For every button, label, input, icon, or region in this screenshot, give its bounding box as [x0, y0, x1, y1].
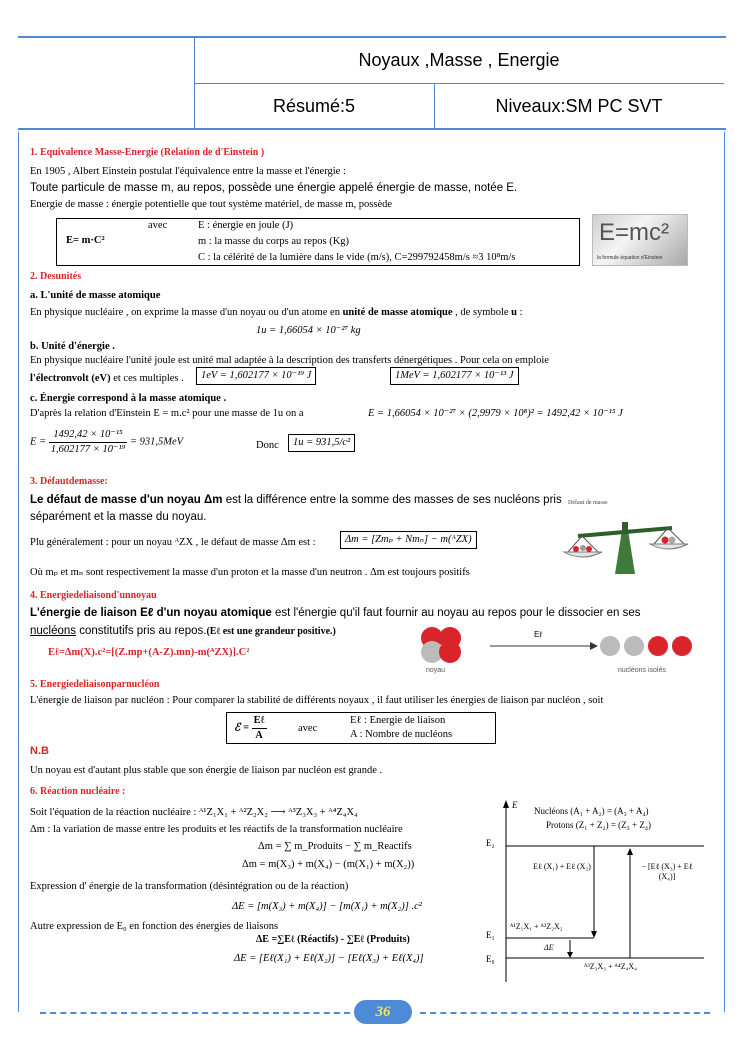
s4-formula: Eℓ=Δm(X).c²=[(Z.mp+(A-Z).mn)-m(ᴬZX)].C² [48, 647, 250, 658]
balance-image [560, 500, 700, 580]
s2-u-def: 1u = 1,66054 × 10⁻²⁷ kg [256, 325, 361, 336]
s3-p1-rest: est la différence entre la somme des masses de ses nucléons pris [222, 494, 562, 506]
s2-a-end: : [517, 307, 523, 318]
niveaux-label: Niveaux:SM PC SVT [495, 96, 663, 116]
s3-p4: Où mₚ et mₙ sont respectivement la masse d'un proton et la masse d'un neutron . Δm est toujours positifs [30, 567, 470, 578]
s2-a-pre: En physique nucléaire , on exprime la masse d'un noyau ou d'un atome en [30, 307, 343, 318]
diagram-de: ΔE [544, 943, 554, 952]
s4-title: 4. Energiedeliaisond'unnoyau [30, 590, 157, 601]
s5-frac-den: A [255, 729, 263, 741]
s5-nb: N.B [30, 745, 49, 757]
s6-p3: Expression d' énergie de la transformation (désintégration ou de la réaction) [30, 881, 349, 892]
s2-c-eq1: E = 1,66054 × 10⁻²⁷ × (2,9979 × 10⁸)² = 1492,42 × 10⁻¹⁵ J [368, 408, 623, 419]
s3-title: 3. Défautdemasse: [30, 476, 108, 487]
s2-c-title: c. Énergie correspond à la masse atomique . [30, 393, 227, 404]
s4-p2-bold: (Eℓ est une grandeur positive.) [206, 626, 336, 637]
s2-c-box: 1u = 931,5/c² [288, 434, 355, 452]
diagram-el-left: Eℓ (X₁) + Eℓ (X₂) [533, 862, 591, 871]
emc2-logo-caption: la formule équation d'Einstein [597, 255, 663, 261]
s2-c-eq2-num: 1492,42 × 10⁻¹⁵ [49, 428, 128, 443]
diagram-nucleons: Nucléons (A₁ + A₂) = (A₃ + A₄) [534, 806, 649, 816]
s4-p1-rest: est l'énergie qu'il faut fournir au noyau au repos pour le dissocier en ses [271, 607, 641, 619]
diagram-e1: E₁ [486, 930, 495, 940]
s6-eq1: Δm = ∑ m_Produits − ∑ m_Reactifs [258, 841, 412, 852]
diagram-e2: E₂ [486, 838, 495, 848]
s6-eq3: ΔE = [m(X₃) + m(X₄)] − [m(X₁) + m(X₂)] .c² [232, 901, 422, 912]
s5-p1: L'énergie de liaison par nucléon : Pour comparer la stabilité de différents noyaux , il faut utiliser les énergies de liaison par nucléon , soit [30, 695, 604, 706]
s4-p2-rest: constitutifs pris au repos. [76, 625, 207, 637]
s2-a-u: u [511, 307, 518, 318]
s2-a-paragraph [30, 306, 523, 320]
balance-scale-icon [560, 500, 700, 580]
s1-p3: Energie de masse : énergie potentielle que tout système matériel, de masse m, possède [30, 199, 393, 210]
diagram-prod: ᴬ³Z₃X₃ + ᴬ⁴Z₄X₄ [584, 962, 637, 971]
page-number: 36 [375, 1004, 391, 1020]
s2-c-eq2-frac [49, 428, 128, 456]
s2-a-title: a. L'unité de masse atomique [30, 290, 161, 301]
s1-def2: m : la masse du corps au repos (Kg) [198, 236, 350, 247]
s1-p1: En 1905 , Albert Einstein postulat l'équivalence entre la masse et l'énergie : [30, 166, 346, 177]
s5-frac-lhs: ℰ = [234, 722, 249, 734]
emc2-logo-text: E=mc² [599, 219, 670, 246]
s5-nb-text: Un noyau est d'autant plus stable que son énergie de liaison par nucléon est grande . [30, 765, 383, 776]
s1-title: 1. Equivalence Masse-Energie (Relation de d'Einstein ) [30, 147, 265, 158]
s6-p1: Soit l'équation de la réaction nucléaire : ᴬ¹Z₁X₁ + ᴬ²Z₂X₂ ⟶ ᴬ³Z₃X₃ + ᴬ⁴Z₄X₄ [30, 807, 358, 818]
s6-eq4: ΔE =∑Eℓ (Réactifs) - ∑Eℓ (Produits) [256, 934, 410, 945]
s2-b-title: b. Unité d'énergie . [30, 341, 115, 352]
s4-p1-bold: L'énergie de liaison Eℓ d'un noyau atomique [30, 607, 272, 619]
s3-p1-bold: Le défaut de masse d'un noyau Δm [30, 494, 223, 506]
s5-title: 5. Energiedeliaisonparnucléon [30, 679, 160, 690]
page-title: Noyaux ,Masse , Energie [358, 50, 560, 70]
s3-p3: Plu généralement : pour un noyau ᴬZX , le défaut de masse Δm est : [30, 537, 316, 548]
s6-eq2: Δm = m(X₃) + m(X₄) − (m(X₁) + m(X₂)) [242, 859, 415, 870]
diagram-e-axis: E [512, 800, 518, 810]
balance-caption: Défaut de masse [568, 500, 608, 506]
s3-p1 [30, 493, 562, 508]
s1-formula: E= m·C² [66, 235, 105, 246]
s2-b-p2-bold: l'électronvolt (eV) [30, 373, 111, 384]
diagram-el-right: − [Eℓ (X₃) + Eℓ (X₄)] [641, 862, 693, 882]
s5-frac-num: Eℓ [252, 714, 267, 729]
s6-title: 6. Réaction nucléaire : [30, 786, 126, 797]
header-mid-divider [194, 83, 724, 84]
diagram-e0: E₀ [486, 954, 495, 964]
nucleons-label: nucléons isolés [618, 667, 666, 674]
binding-energy-figure [410, 624, 700, 674]
emc2-logo [592, 214, 688, 266]
s1-def3: C : la célérité de la lumière dans le vide (m/s), C=299792458m/s ≈3 10⁸m/s [198, 252, 516, 263]
noyau-label: noyau [426, 667, 446, 674]
s3-box: Δm = [Zmₚ + Nmₙ] − m(ᴬZX) [340, 531, 477, 549]
s5-frac-block [252, 714, 267, 742]
s2-c-eq2-den: 1,602177 × 10⁻¹⁹ [50, 443, 126, 455]
footer-line-right [420, 1012, 710, 1014]
s1-p2: Toute particule de masse m, au repos, possède une énergie appelé énergie de masse, notée E. [30, 182, 518, 194]
s5-def2: A : Nombre de nucléons [350, 729, 453, 740]
s2-c-eq2-lhs: E = [30, 436, 47, 448]
s2-c-eq2 [30, 428, 183, 456]
diagram-protons: Protons (Z₁ + Z₂) = (Z₃ + Z₄) [546, 820, 652, 830]
s2-a-mid: , de symbole [452, 307, 512, 318]
s2-b-p2-rest: et ces multiples . [110, 373, 184, 384]
s1-def1: E : énergie en joule (J) [198, 220, 294, 231]
s6-p4: Autre expression de E₀ en fonction des énergies de liaisons [30, 921, 279, 932]
binding-arrow-label: Eℓ [534, 630, 542, 639]
s2-c-eq2-rhs: = 931,5MeV [129, 436, 184, 448]
s2-donc: Donc [256, 440, 279, 451]
s4-p2-underline: nucléons [30, 625, 77, 637]
frame-right-line [724, 132, 725, 1012]
energy-diagram [484, 800, 716, 985]
diagram-react: ᴬ¹Z₁X₁ + ᴬ²Z₂X₂ [510, 922, 563, 931]
s2-title: 2. Desunités [30, 271, 82, 282]
s6-eq5: ΔE = [Eℓ(X₁) + Eℓ(X₂)] − [Eℓ(X₃) + Eℓ(X₄)] [234, 953, 424, 964]
resume-label: Résumé:5 [272, 96, 356, 116]
s2-c-p1: D'après la relation d'Einstein E = m.c² pour une masse de 1u on a [30, 408, 304, 419]
s2-b-p1: En physique nucléaire l'unité joule est unité mal adaptée à la description des transferts dénergétiques . Pour cela on emploie [30, 355, 549, 366]
ev-box: 1eV = 1,602177 × 10⁻¹⁹ J [196, 367, 316, 385]
s2-a-bold: unité de masse atomique [342, 307, 453, 318]
s1-avec: avec [148, 220, 168, 231]
s5-def1: Eℓ : Energie de liaison [350, 715, 446, 726]
s2-b-p2 [30, 372, 184, 386]
mev-box: 1MeV = 1,602177 × 10⁻¹³ J [390, 367, 519, 385]
s6-p2: Δm : la variation de masse entre les produits et les réactifs de la transformation nucléaire [30, 824, 403, 835]
s4-p1 [30, 606, 641, 621]
footer-line-left [40, 1012, 350, 1014]
s5-avec: avec [298, 723, 318, 734]
s4-p2 [30, 624, 336, 639]
frame-left-line [18, 132, 19, 1012]
header-table [18, 36, 726, 130]
s3-p2: séparément et la masse du noyau. [30, 511, 207, 523]
s5-frac [234, 714, 267, 742]
